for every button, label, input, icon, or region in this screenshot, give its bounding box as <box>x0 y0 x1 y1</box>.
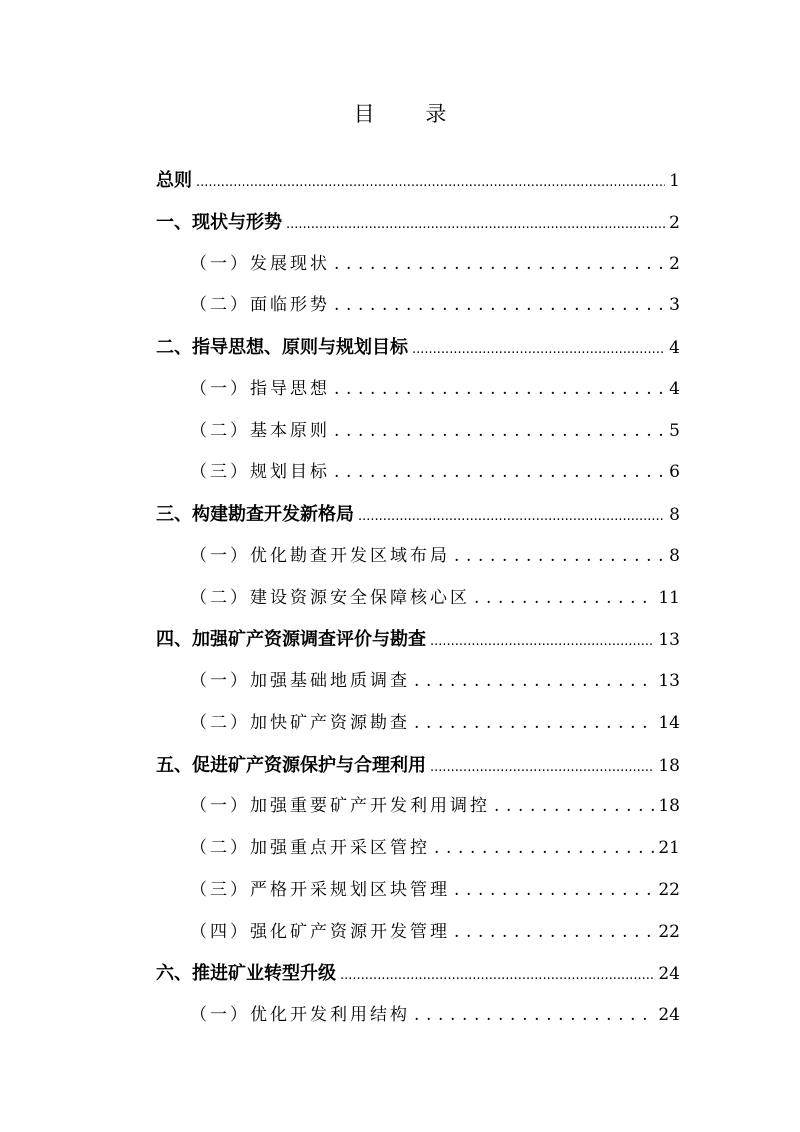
dot-leader <box>334 411 665 453</box>
toc-entry-page: 1 <box>669 171 680 191</box>
toc-subentry[interactable] <box>156 452 680 494</box>
toc-entry-label: 二、指导思想、原则与规划目标 <box>156 337 408 358</box>
toc-entry-page: 22 <box>658 921 680 942</box>
toc-entry[interactable] <box>156 327 680 369</box>
toc-subentry[interactable] <box>156 536 680 578</box>
toc-entry-label: （二）面临形势 <box>190 295 330 316</box>
toc-entry-page: 4 <box>669 338 680 358</box>
dot-leader <box>454 536 665 578</box>
toc-entry[interactable] <box>156 202 680 244</box>
dot-leader <box>434 828 654 870</box>
toc-entry-label: 四、加强矿产资源调查评价与勘查 <box>156 629 426 651</box>
dot-leader <box>414 661 654 703</box>
toc-subentry[interactable] <box>156 828 680 870</box>
toc-entry-page: 4 <box>669 378 680 399</box>
toc-entry-label: （一）加强基础地质调查 <box>190 671 410 691</box>
toc-entry[interactable] <box>156 745 680 787</box>
dot-leader <box>334 285 665 327</box>
toc-entry-label: 一、现状与形势 <box>156 211 282 233</box>
dot-leader <box>334 369 665 411</box>
dot-leader <box>358 496 665 538</box>
toc-subentry[interactable] <box>156 912 680 954</box>
toc-entry-label: 三、构建勘查开发新格局 <box>156 504 354 525</box>
toc-entry-page: 13 <box>658 671 680 691</box>
dot-leader <box>286 204 665 246</box>
toc-subentry[interactable] <box>156 870 680 912</box>
dot-leader <box>474 578 654 620</box>
dot-leader <box>414 995 654 1037</box>
toc-entry-label: （二）建设资源安全保障核心区 <box>190 587 470 608</box>
toc-entry-label: 六、推进矿业转型升级 <box>156 963 336 985</box>
dot-leader <box>494 786 654 828</box>
toc-entry-page: 8 <box>669 545 680 566</box>
toc-entry-label: 五、促进矿产资源保护与合理利用 <box>156 754 426 776</box>
toc-entry-page: 14 <box>658 712 680 733</box>
toc-title: 目 录 <box>353 102 469 126</box>
toc-entry-page: 18 <box>658 755 680 776</box>
toc-entry-label: （三）严格开采规划区块管理 <box>190 879 450 900</box>
toc-entry-page: 18 <box>658 796 680 817</box>
toc-entry-label: （三）规划目标 <box>190 462 330 483</box>
toc-entry-label: 总则 <box>156 170 192 191</box>
dot-leader <box>334 452 665 494</box>
toc-subentry[interactable] <box>156 995 680 1037</box>
toc-entry-label: （一）指导思想 <box>190 378 330 399</box>
toc-entry-page: 13 <box>658 630 680 651</box>
toc-entry[interactable] <box>156 494 680 536</box>
dot-leader <box>454 912 654 954</box>
toc-entry-label: （一）优化开发利用结构 <box>190 1005 410 1025</box>
toc-entry-label: （四）强化矿产资源开发管理 <box>190 921 450 942</box>
dot-leader <box>430 621 654 663</box>
toc-subentry[interactable] <box>156 369 680 411</box>
toc-subentry[interactable] <box>156 786 680 828</box>
dot-leader <box>412 329 665 371</box>
toc-entry-page: 8 <box>669 505 680 525</box>
toc-entry-page: 2 <box>669 212 680 233</box>
toc-entry[interactable] <box>156 160 680 202</box>
toc-entry-label: （一）发展现状 <box>190 253 330 274</box>
dot-leader <box>454 870 654 912</box>
toc-subentry[interactable] <box>156 578 680 620</box>
toc-subentry[interactable] <box>156 411 680 453</box>
toc-subentry[interactable] <box>156 244 680 286</box>
toc-list <box>156 160 680 1037</box>
dot-leader <box>414 703 654 745</box>
toc-entry[interactable] <box>156 953 680 995</box>
toc-entry-page: 22 <box>658 879 680 900</box>
dot-leader <box>196 162 665 204</box>
toc-entry-page: 2 <box>669 253 680 274</box>
toc-entry-label: （二）加快矿产资源勘查 <box>190 712 410 733</box>
toc-subentry[interactable] <box>156 661 680 703</box>
toc-entry-label: （二）基本原则 <box>190 420 330 441</box>
dot-leader <box>334 244 665 286</box>
toc-entry-page: 11 <box>658 587 680 608</box>
toc-entry-page: 3 <box>669 295 680 316</box>
toc-entry-label: （一）优化勘查开发区域布局 <box>190 545 450 566</box>
toc-entry-label: （二）加强重点开采区管控 <box>190 838 430 858</box>
dot-leader <box>340 955 654 997</box>
dot-leader <box>430 747 654 789</box>
toc-entry-page: 21 <box>658 838 680 858</box>
toc-entry-page: 24 <box>658 1005 680 1025</box>
toc-entry-page: 24 <box>658 964 680 985</box>
toc-entry-page: 5 <box>669 420 680 441</box>
toc-subentry[interactable] <box>156 703 680 745</box>
toc-entry-page: 6 <box>669 462 680 483</box>
toc-entry[interactable] <box>156 619 680 661</box>
toc-entry-label: （一）加强重要矿产开发利用调控 <box>190 796 490 817</box>
toc-subentry[interactable] <box>156 285 680 327</box>
